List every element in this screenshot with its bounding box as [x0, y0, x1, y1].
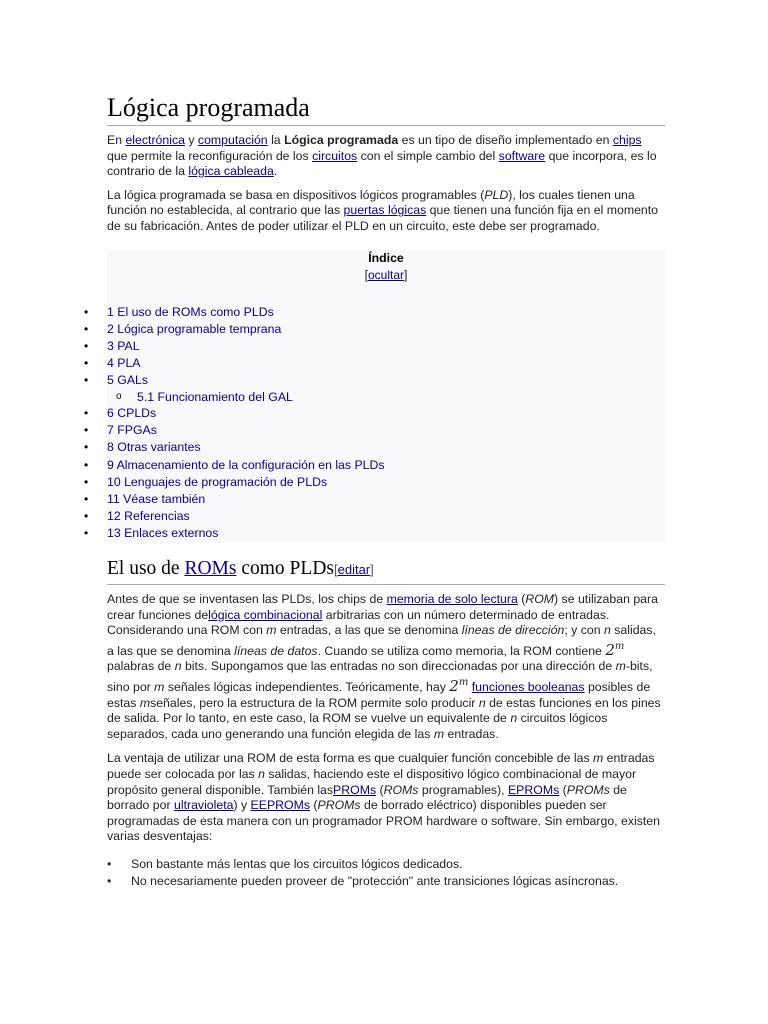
- text: que incorpora, es lo contrario de la: [107, 148, 657, 179]
- toc-hide-link[interactable]: ocultar: [367, 267, 405, 282]
- bracket: ]: [404, 267, 408, 282]
- italic-term: n: [510, 711, 518, 726]
- toc-item[interactable]: [107, 321, 665, 338]
- toc-item[interactable]: [107, 439, 665, 456]
- toc-item-label: 1 El uso de ROMs como PLDs: [107, 304, 274, 319]
- table-of-contents: [107, 250, 665, 542]
- text: de estas funciones en los pines de salida. Por lo tanto, en este caso, la ROM se vuelve un equivalente de: [107, 695, 661, 726]
- edit-link[interactable]: editar: [337, 561, 371, 577]
- text: (: [559, 782, 567, 797]
- ventaja-paragraph: [107, 751, 665, 845]
- toc-subitem[interactable]: [107, 389, 665, 405]
- toc-item[interactable]: [107, 508, 665, 525]
- link-chips[interactable]: chips: [612, 133, 642, 147]
- link-software[interactable]: software: [498, 148, 546, 163]
- link-electronica[interactable]: electrónica: [125, 133, 185, 147]
- text: arbitrarias con un número determinado de entradas. Considerando una ROM con: [107, 607, 610, 638]
- toc-item-label: 7 FPGAs: [107, 423, 157, 438]
- text: es un tipo de diseño implementado en: [398, 133, 613, 147]
- italic-term: m: [154, 679, 165, 694]
- math-exponent: m: [458, 676, 469, 688]
- toc-item-label: 9 Almacenamiento de la configuración en las PLDs: [107, 457, 385, 472]
- math-exponent: m: [614, 640, 625, 652]
- text: entradas puede ser colocada por las: [107, 751, 655, 781]
- toc-item[interactable]: [107, 304, 665, 321]
- list-item: • Son bastante más lentas que los circuitos lógicos dedicados.: [107, 856, 665, 874]
- text: El uso de: [107, 557, 185, 579]
- text: (: [376, 782, 384, 797]
- toc-item[interactable]: [107, 338, 665, 355]
- text: salidas, a las que se denomina: [107, 623, 656, 658]
- text: y: [184, 133, 198, 147]
- link-roms[interactable]: ROMs: [184, 557, 237, 579]
- toc-title: Índice: [368, 250, 404, 265]
- toc-item-label: 11 Véase también: [107, 491, 206, 506]
- toc-item-label: 3 PAL: [107, 338, 140, 353]
- toc-item[interactable]: [107, 474, 665, 491]
- text: ; y con: [564, 623, 604, 638]
- text: entradas.: [444, 726, 499, 741]
- edit-section: [334, 562, 374, 577]
- italic-term: PROMs: [317, 798, 361, 813]
- text: de borrado por: [107, 782, 627, 813]
- toc-item-label: 8 Otras variantes: [107, 440, 201, 455]
- text: La lógica programada se basa en dispositivos lógicos programables (: [107, 187, 485, 202]
- text: que tienen una función fija en el momento de su fabricación. Antes de poder utilizar el PLD en un circuito, este debe ser programado.: [107, 203, 658, 233]
- toc-header: [107, 250, 665, 284]
- italic-term: m: [139, 695, 151, 710]
- text: posibles de estas: [107, 679, 651, 710]
- math-base: 2: [605, 640, 615, 659]
- toc-hide-row: [107, 267, 665, 284]
- text: ), los cuales tienen una función no establecida, al contrario que las: [107, 187, 635, 218]
- link-funciones-booleanas[interactable]: funciones booleanas: [471, 679, 585, 694]
- italic-term: n: [603, 623, 611, 638]
- text: (: [517, 591, 526, 606]
- toc-item[interactable]: [107, 525, 665, 542]
- text: (: [310, 798, 318, 813]
- text: En: [107, 133, 126, 147]
- math-power: [449, 677, 468, 695]
- text: señales lógicas independientes. Teóricamente, hay: [164, 679, 450, 694]
- section-heading: [107, 556, 665, 585]
- article-content: [107, 92, 665, 891]
- link-computacion[interactable]: computación: [197, 133, 268, 147]
- toc-item[interactable]: [107, 422, 665, 439]
- toc-list: [107, 304, 665, 542]
- intro-paragraph: [107, 133, 665, 180]
- link-logica-cableada[interactable]: lógica cableada: [188, 164, 274, 179]
- pld-paragraph: [107, 188, 665, 235]
- text: palabras de: [107, 659, 175, 674]
- text: . Cuando se utiliza como memoria, la ROM contiene: [317, 643, 606, 658]
- toc-item[interactable]: [107, 372, 665, 389]
- toc-item[interactable]: [107, 355, 665, 372]
- text: ) y: [233, 798, 251, 813]
- text: La ventaja de utilizar una ROM de esta forma es que cualquier función concebible de las: [107, 751, 594, 766]
- toc-item[interactable]: [107, 457, 665, 474]
- link-puertas-logicas[interactable]: puertas lógicas: [343, 203, 427, 218]
- toc-item-label: 5 GALs: [107, 372, 149, 387]
- text: bits. Supongamos que las entradas no son direccionadas por una dirección de: [181, 659, 616, 674]
- italic-term: n: [258, 766, 265, 781]
- text: Antes de que se inventasen las PLDs, los chips de: [107, 591, 387, 606]
- italic-term: PLD: [484, 187, 509, 202]
- text: que permite la reconfiguración de los: [107, 148, 313, 163]
- text: programables),: [418, 782, 508, 797]
- italic-term: PROMs: [566, 782, 610, 797]
- bracket: [: [333, 561, 338, 577]
- math-base: 2: [449, 676, 459, 695]
- link-ultravioleta[interactable]: ultravioleta: [174, 798, 234, 813]
- text: entradas, a las que se denomina: [276, 623, 462, 638]
- text: circuitos lógicos separados, cada uno generando una función elegida de las: [107, 711, 608, 741]
- bold-term: Lógica programada: [284, 133, 399, 147]
- text: .: [273, 164, 278, 179]
- bracket: ]: [370, 561, 374, 577]
- link-proms[interactable]: PROMs: [333, 782, 377, 797]
- toc-item-label: 6 CPLDs: [107, 406, 157, 421]
- italic-term: m: [615, 659, 626, 674]
- toc-item[interactable]: [107, 405, 665, 422]
- roms-paragraph: [107, 592, 665, 742]
- italic-term: ROMs: [383, 782, 419, 797]
- link-eeproms[interactable]: EEPROMs: [250, 798, 310, 813]
- link-eproms[interactable]: EPROMs: [507, 782, 560, 797]
- italic-term: n: [478, 695, 486, 710]
- text: como PLDs: [236, 557, 334, 579]
- page-title: Lógica programada: [107, 92, 665, 126]
- italic-term: ROM: [525, 591, 555, 606]
- text: salidas, haciendo este el dispositivo lógico combinacional de mayor propósito general disponible. También las: [107, 766, 637, 797]
- link-logica-combinacional[interactable]: lógica combinacional: [208, 607, 323, 622]
- toc-item-label: 4 PLA: [107, 355, 141, 370]
- italic-term: n: [174, 659, 182, 674]
- italic-term: m: [266, 623, 277, 638]
- toc-item-label: 2 Lógica programable temprana: [107, 321, 282, 336]
- text: señales, pero la estructura de la ROM permite solo producir: [150, 695, 479, 710]
- math-power: [605, 641, 624, 659]
- text: -bits, sino por: [107, 659, 653, 694]
- disadvantages-list: [107, 856, 665, 891]
- italic-term: m: [593, 751, 604, 766]
- list-item: • No necesariamente pueden proveer de "protección" ante transiciones lógicas asíncronas.: [107, 873, 665, 891]
- text: la: [267, 133, 285, 147]
- text: ) se utilizaban para crear funciones de: [107, 591, 658, 622]
- toc-item-label: 5.1 Funcionamiento del GAL: [137, 390, 293, 405]
- italic-term: m: [433, 726, 445, 741]
- toc-item-label: 12 Referencias: [107, 508, 190, 523]
- italic-term: líneas de dirección: [461, 623, 565, 638]
- toc-item-label: 10 Lenguajes de programación de PLDs: [107, 474, 328, 489]
- text: de borrado eléctrico) disponibles pueden ser programadas de esta manera con un programador PROM hardware o software. Sin embargo, existen varias desventajas:: [107, 798, 660, 844]
- link-circuitos[interactable]: circuitos: [312, 148, 358, 163]
- italic-term: líneas de datos: [234, 643, 318, 658]
- link-memoria[interactable]: memoria de solo lectura: [386, 591, 518, 606]
- text: con el simple cambio del: [357, 148, 499, 163]
- toc-item-label: 13 Enlaces externos: [107, 525, 219, 540]
- toc-item[interactable]: [107, 491, 665, 508]
- bracket: [: [364, 267, 368, 282]
